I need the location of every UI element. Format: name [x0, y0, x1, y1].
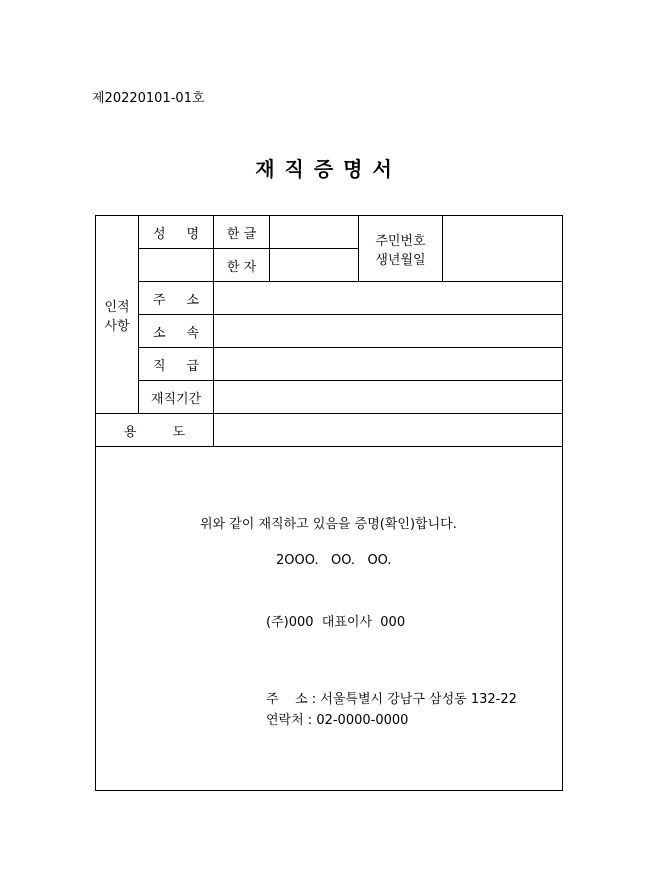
- certification-body: [96, 447, 563, 791]
- hangul-label: 한 글: [214, 216, 270, 249]
- rank-field[interactable]: [214, 348, 563, 381]
- address-field[interactable]: [214, 282, 563, 315]
- purpose-label: 용 도: [96, 414, 214, 447]
- certificate-form: [95, 215, 563, 791]
- period-label: 재직기간: [139, 381, 214, 414]
- document-title: 재직증명서: [255, 157, 402, 181]
- statement: 위와 같이 재직하고 있음을 증명(확인)합니다.: [200, 517, 457, 532]
- affiliation-label: 소 속: [139, 315, 214, 348]
- address-label: 주 소: [139, 282, 214, 315]
- document-number: 제20220101-01호: [92, 91, 205, 106]
- id-field[interactable]: [443, 216, 563, 282]
- name-hanja-field[interactable]: [270, 249, 359, 282]
- purpose-field[interactable]: [214, 414, 563, 447]
- company-address: 주 소 : 서울특별시 강남구 삼성동 132-22: [266, 692, 517, 707]
- personal-section-label: 인적 사항: [96, 216, 139, 414]
- empty-cell: [139, 249, 214, 282]
- period-field[interactable]: [214, 381, 563, 414]
- issue-date: 2OOO. OO. OO.: [276, 553, 392, 568]
- hanja-label: 한 자: [214, 249, 270, 282]
- affiliation-field[interactable]: [214, 315, 563, 348]
- name-hangul-field[interactable]: [270, 216, 359, 249]
- company-contact: 연락처 : 02-0000-0000: [266, 713, 409, 728]
- company-signature: (주)000 대표이사 000: [266, 615, 406, 630]
- name-label: 성 명: [139, 216, 214, 249]
- id-label: 주민번호 생년월일: [359, 216, 443, 282]
- rank-label: 직 급: [139, 348, 214, 381]
